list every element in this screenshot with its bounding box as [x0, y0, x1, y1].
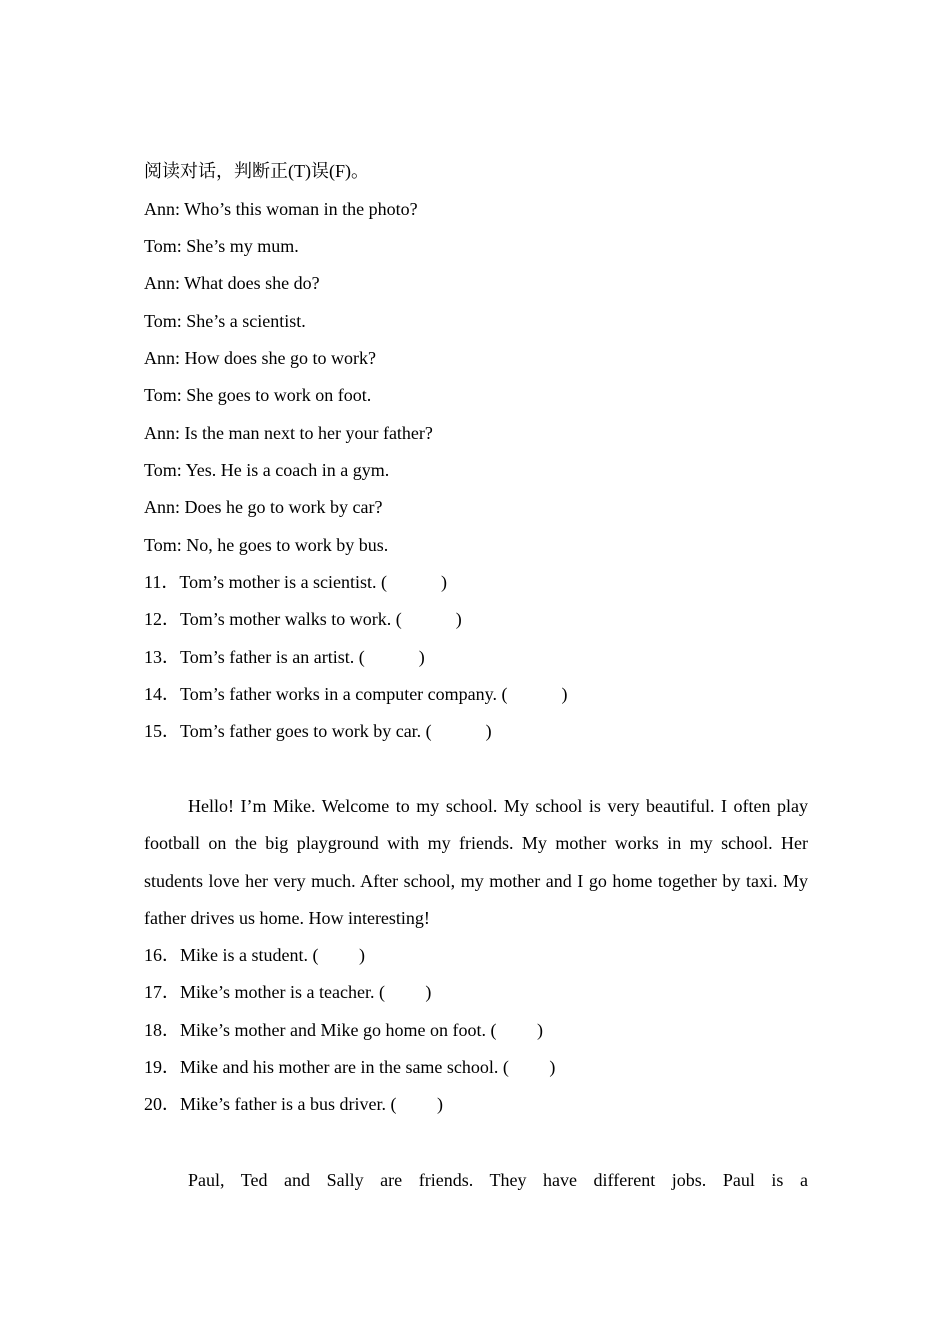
instruction-heading: 阅读对话，判断正(T)误(F)。: [144, 161, 369, 181]
question-item: 11．Tom’s mother is a scientist. ( ): [144, 572, 448, 592]
dialogue-line: Tom: She goes to work on foot.: [144, 385, 372, 405]
dialogue-line: Ann: Does he go to work by car?: [144, 497, 383, 517]
dialogue-line: Tom: She’s a scientist.: [144, 311, 306, 331]
question-item: 13．Tom’s father is an artist. ( ): [144, 647, 425, 667]
dialogue-line: Tom: She’s my mum.: [144, 236, 299, 256]
dialogue-line: Tom: Yes. He is a coach in a gym.: [144, 460, 390, 480]
question-item: 17．Mike’s mother is a teacher. ( ): [144, 982, 432, 1002]
reading-passage-3: Paul, Ted and Sally are friends. They have different jobs. Paul is a: [188, 1170, 808, 1190]
question-item: 19．Mike and his mother are in the same school. ( ): [144, 1057, 556, 1077]
question-item: 15．Tom’s father goes to work by car. ( ): [144, 721, 492, 741]
question-item: 20．Mike’s father is a bus driver. ( ): [144, 1094, 443, 1114]
dialogue-line: Ann: What does she do?: [144, 273, 320, 293]
question-item: 18．Mike’s mother and Mike go home on foot. ( ): [144, 1020, 543, 1040]
question-item: 16．Mike is a student. ( ): [144, 945, 365, 965]
question-item: 12．Tom’s mother walks to work. ( ): [144, 609, 462, 629]
dialogue-line: Ann: Is the man next to her your father?: [144, 423, 433, 443]
question-item: 14．Tom’s father works in a computer company. ( ): [144, 684, 568, 704]
dialogue-line: Ann: How does she go to work?: [144, 348, 376, 368]
reading-passage-2: Hello! I’m Mike. Welcome to my school. My school is very beautiful. I often play football on the big playground with my friends. My mother works in my school. Her students love her very much. After school, my mother and I go home together by taxi. My father drives us home. How interesting!: [144, 796, 808, 928]
dialogue-line: Ann: Who’s this woman in the photo?: [144, 199, 418, 219]
dialogue-line: Tom: No, he goes to work by bus.: [144, 535, 389, 555]
